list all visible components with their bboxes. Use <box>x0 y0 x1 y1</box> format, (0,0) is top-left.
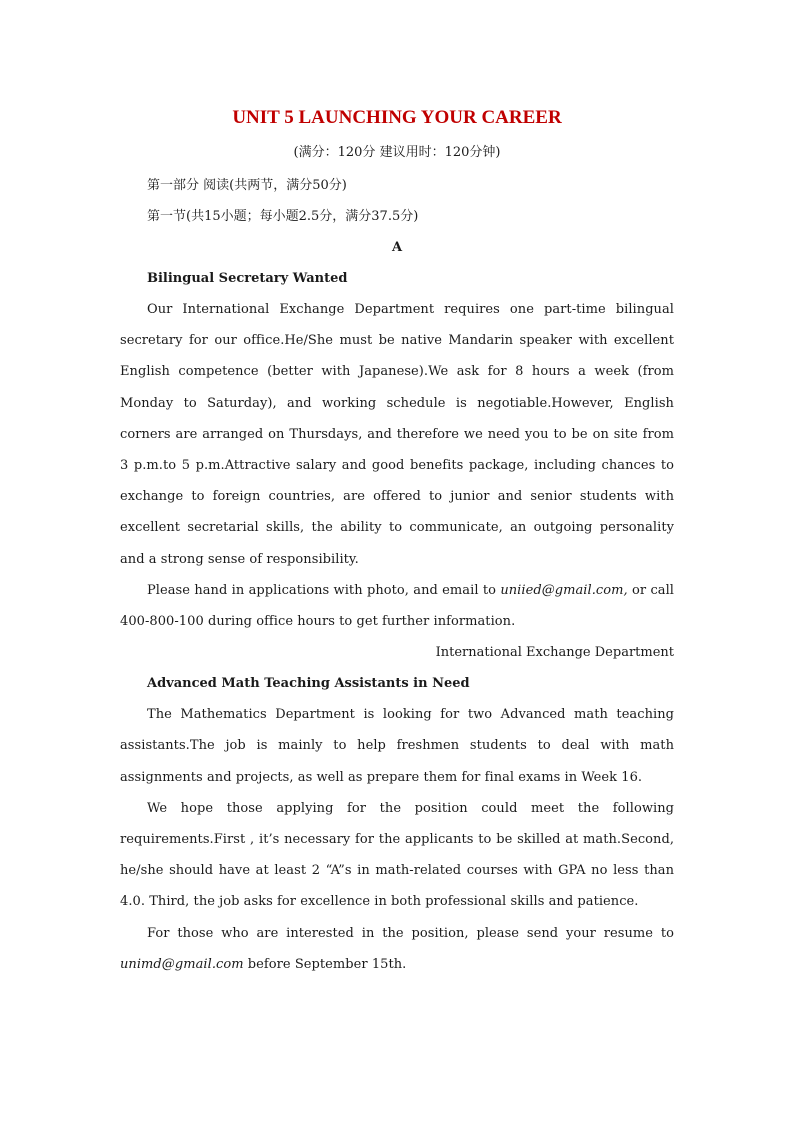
ad2-heading: Advanced Math Teaching Assistants in Need <box>147 676 470 692</box>
ad1-email-link[interactable]: uniied@gmail.com, <box>500 582 628 598</box>
ad2-paragraph-1: The Mathematics Department is looking for two Advanced math teaching assistants.The job is mainly to help freshmen students to deal with math assignments and projects, as well as prepare them for final exams in Week 16. <box>120 707 674 785</box>
ad2-paragraph-3-text-a: For those who are interested in the position, please send your resume to <box>147 925 674 941</box>
ad2-paragraph-3-text-b: before September 15th. <box>243 956 407 972</box>
page-content <box>120 100 674 980</box>
ad1-signature: International Exchange Department <box>435 645 674 661</box>
ad2-paragraph-3 <box>120 918 674 980</box>
ad1-heading: Bilingual Secretary Wanted <box>147 271 348 286</box>
score-time-note: (满分：120分 建议用时：120分钟) <box>293 145 501 160</box>
passage-letter: A <box>391 240 403 255</box>
ad2-email-link[interactable]: unimd@gmail.com <box>120 956 244 972</box>
part-one-heading: 第一部分 阅读(共两节，满分50分) <box>147 178 347 193</box>
ad1-paragraph-2 <box>120 575 674 637</box>
ad1-paragraph-2-text-a: Please hand in applications with photo, and email to <box>147 582 501 598</box>
section-one-heading: 第一节(共15小题；每小题2.5分，满分37.5分) <box>147 209 419 224</box>
unit-title: UNIT 5 LAUNCHING YOUR CAREER <box>232 107 562 128</box>
ad2-paragraph-2: We hope those applying for the position could meet the following requirements.First , it’s necessary for the applicants to be skilled at math.Second, he/she should have at least 2 “A”s in math-related courses with GPA no less than 4.0. Third, the job asks for excellence in both professional skills and patience. <box>120 800 674 910</box>
ad1-paragraph-2-text-b: or call 400-800-100 during office hours to get further information. <box>120 582 675 630</box>
ad1-paragraph-1: Our International Exchange Department requires one part-time bilingual secretary for our office.He/She must be native Mandarin speaker with excellent English competence (better with Japanese).We ask for 8 hours a week (from Monday to Saturday), and working schedule is negotiable.However, English corners are arranged on Thursdays, and therefore we need you to be on site from 3 p.m.to 5 p.m.Attractive salary and good benefits package, including chances to exchange to foreign countries, are offered to junior and senior students with excellent secretarial skills, the ability to communicate, an outgoing personality and a strong sense of responsibility. <box>120 302 674 567</box>
